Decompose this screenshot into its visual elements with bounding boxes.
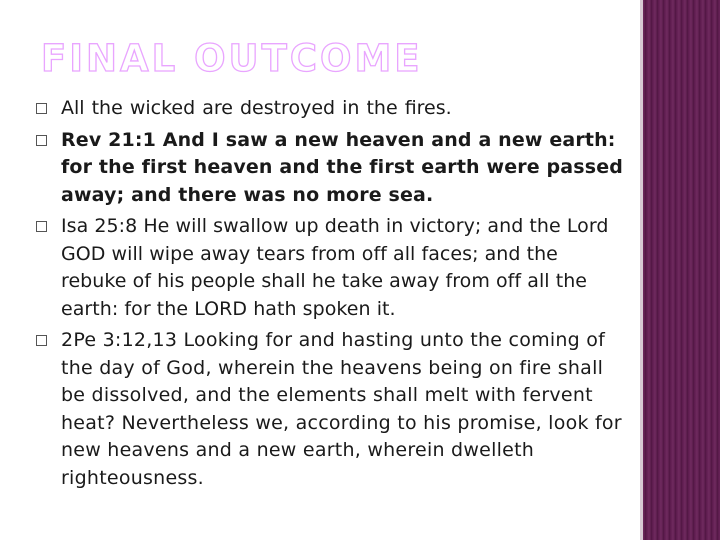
bullet-marker-icon: [36, 135, 47, 146]
decorative-side-panel: [640, 0, 720, 540]
bullet-item: [35, 127, 625, 210]
bullet-text: Isa 25:8 He will swallow up death in victory; and the Lord GOD will wipe away tears from off all faces; and the rebuke of his people shall he take away from off all the earth: for the LORD hath spoken it.: [61, 215, 609, 320]
bullet-item: [35, 327, 625, 492]
bullet-marker-icon: [36, 335, 47, 346]
bullet-text: All the wicked are destroyed in the fires.: [61, 97, 452, 119]
bullet-text: 2Pe 3:12,13 Looking for and hasting unto the coming of the day of God, wherein the heavens being on fire shall be dissolved, and the elements shall melt with fervent heat? Nevertheless we, according to his promise, look for new heavens and a new earth, wherein dwelleth righteousness.: [61, 329, 622, 489]
bullet-item: [35, 213, 625, 323]
side-panel-edge: [640, 0, 643, 540]
bullet-text: Rev 21:1 And I saw a new heaven and a new earth: for the first heaven and the first earth were passed away; and there was no more sea.: [61, 128, 623, 206]
bullet-marker-icon: [36, 221, 47, 232]
bullet-item: [35, 95, 625, 123]
bullet-list: [35, 95, 625, 496]
slide-title: FINAL OUTCOME: [41, 37, 423, 80]
bullet-marker-icon: [36, 103, 47, 114]
